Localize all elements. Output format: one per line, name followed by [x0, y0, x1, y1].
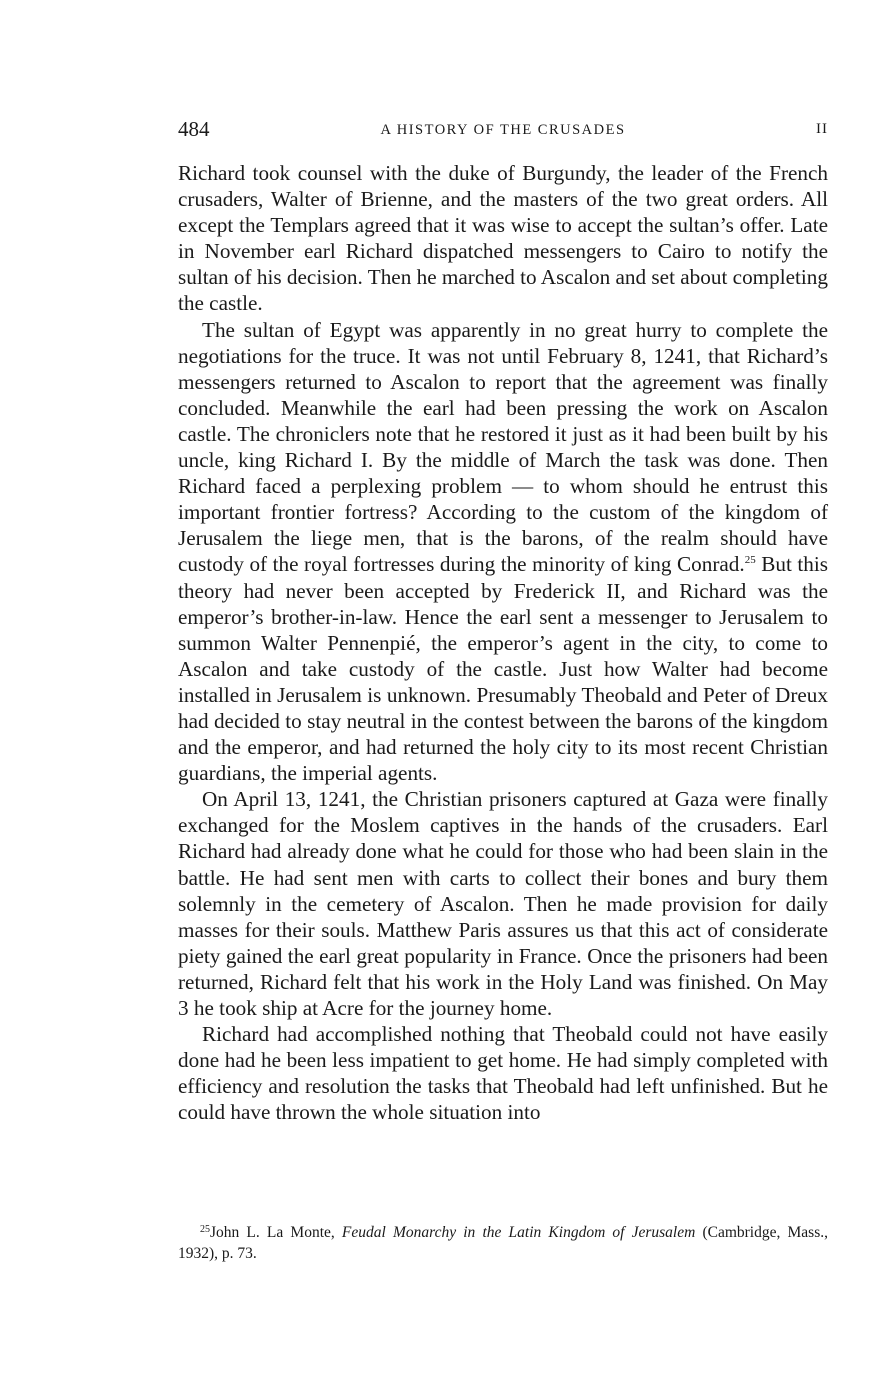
footnote-reference: 25	[744, 554, 756, 567]
footnote-citation: (Cambridge, Mass., 1932), p. 73.	[178, 1224, 828, 1262]
running-header	[178, 117, 828, 141]
paragraph-2-part-b: But this theory had never been accepted by Frederick II, and Richard was the emperor’s brother-in-law. Hence the earl sent a messenger to Jerusalem to summon Walter Pennenpié, the emperor’s agent in the city, to come to Ascalon and take custody of the castle. Just how Walter had become installed in Jerusalem is unknown. Presumably Theobald and Peter of Dreux had decided to stay neutral in the contest between the barons of the kingdom and the emperor, and had returned the holy city to its most recent Christian guardians, the imperial agents.	[178, 552, 828, 786]
footnote	[178, 1222, 828, 1264]
footnote-author: John L. La Monte,	[210, 1224, 342, 1241]
footnote-title: Feudal Monarchy in the Latin Kingdom of Jerusalem	[341, 1224, 696, 1241]
paragraph-2-part-a: The sultan of Egypt was apparently in no great hurry to complete the negotiations for the truce. It was not until February 8, 1241, that Richard’s messengers returned to Ascalon to report that the agreement was finally concluded. Meanwhile the earl had been pressing the work on Ascalon castle. The chroniclers note that he restored it just as it had been built by his uncle, king Richard I. By the middle of March the task was done. Then Richard faced a perplexing problem — to whom should he entrust this important frontier fortress? According to the custom of the kingdom of Jerusalem the liege men, that is the barons, of the realm should have custody of the royal fortresses during the minority of king Conrad.	[178, 317, 828, 577]
paragraph-3: On April 13, 1241, the Christian prisoners captured at Gaza were finally exchanged for the Moslem captives in the hands of the crusaders. Earl Richard had already done what he could for those who had been slain in the battle. He had sent men with carts to collect their bones and bury them solemnly in the cemetery of Ascalon. Then he made provision for daily masses for their souls. Matthew Paris assures us that this act of considerate piety gained the earl great popularity in France. Once the prisoners had been returned, Richard felt that his work in the Holy Land was finished. On May 3 he took ship at Acre for the journey home.	[178, 787, 828, 1020]
volume-number: II	[816, 121, 828, 137]
main-text	[178, 160, 828, 1125]
paragraph-2	[178, 317, 828, 787]
paragraph-4: Richard had accomplished nothing that Theobald could not have easily done had he been less impatient to get home. He had simply completed with efficiency and resolution the tasks that Theobald had left unfinished. But he could have thrown the whole situation into	[178, 1022, 828, 1125]
paragraph-1: Richard took counsel with the duke of Burgundy, the leader of the French crusaders, Walter of Brienne, and the masters of the two great orders. All except the Templars agreed that it was wise to accept the sultan’s offer. Late in November earl Richard dispatched messengers to Cairo to notify the sultan of his decision. Then he marched to Ascalon and set about completing the castle.	[178, 161, 828, 316]
footnote-number: 25	[200, 1224, 210, 1235]
running-head-title: A HISTORY OF THE CRUSADES	[380, 122, 626, 138]
page-number: 484	[178, 117, 210, 141]
